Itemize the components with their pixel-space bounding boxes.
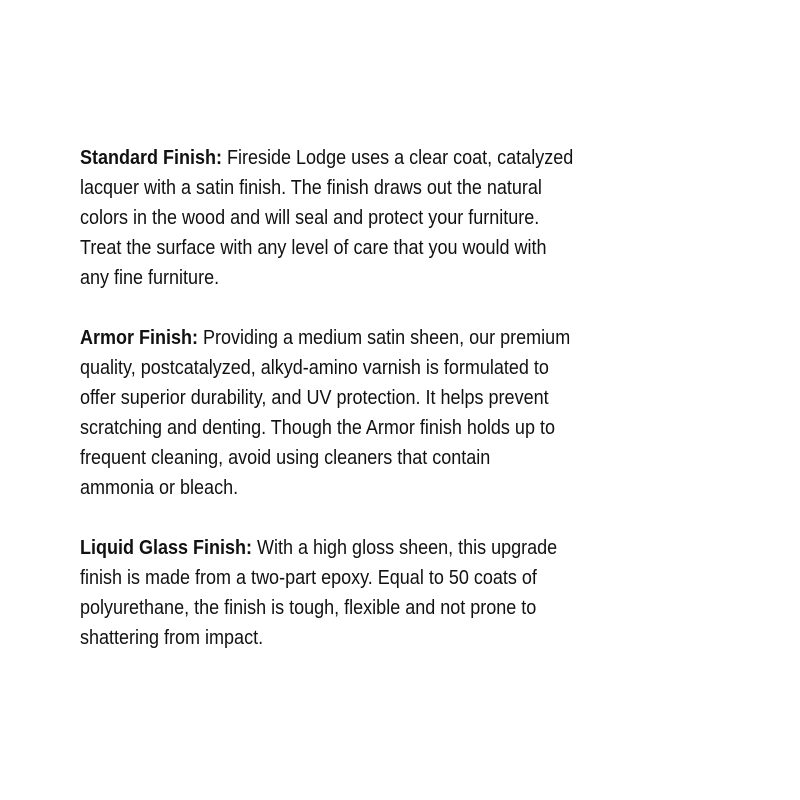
- text-line: lacquer with a satin finish. The finish draws out the natural: [80, 177, 542, 199]
- text-fragment: Fireside Lodge uses a clear coat, catalyzed: [222, 147, 574, 169]
- standard-finish-section: [80, 143, 740, 293]
- text-line: [80, 143, 674, 173]
- armor-finish-label: Armor Finish:: [80, 327, 199, 349]
- text-line: polyurethane, the finish is tough, flexible and not prone to: [80, 597, 537, 619]
- finish-descriptions: [80, 143, 740, 683]
- text-line: scratching and denting. Though the Armor finish holds up to: [80, 417, 555, 439]
- text-fragment: Providing a medium satin sheen, our premium: [198, 327, 571, 349]
- text-line: quality, postcatalyzed, alkyd-amino varnish is formulated to: [80, 357, 549, 379]
- text-line: any fine furniture.: [80, 267, 220, 289]
- text-line: offer superior durability, and UV protection. It helps prevent: [80, 387, 549, 409]
- text-fragment: With a high gloss sheen, this upgrade: [252, 537, 558, 559]
- text-line: Treat the surface with any level of care that you would with: [80, 237, 547, 259]
- liquid-glass-finish-section: [80, 533, 740, 653]
- text-line: [80, 323, 674, 353]
- text-line: frequent cleaning, avoid using cleaners that contain: [80, 447, 491, 469]
- armor-finish-section: [80, 323, 740, 503]
- text-line: shattering from impact.: [80, 627, 264, 649]
- text-line: colors in the wood and will seal and protect your furniture.: [80, 207, 540, 229]
- text-line: ammonia or bleach.: [80, 477, 239, 499]
- text-line: [80, 533, 674, 563]
- text-line: finish is made from a two-part epoxy. Equal to 50 coats of: [80, 567, 537, 589]
- standard-finish-label: Standard Finish:: [80, 147, 223, 169]
- liquid-glass-finish-label: Liquid Glass Finish:: [80, 537, 253, 559]
